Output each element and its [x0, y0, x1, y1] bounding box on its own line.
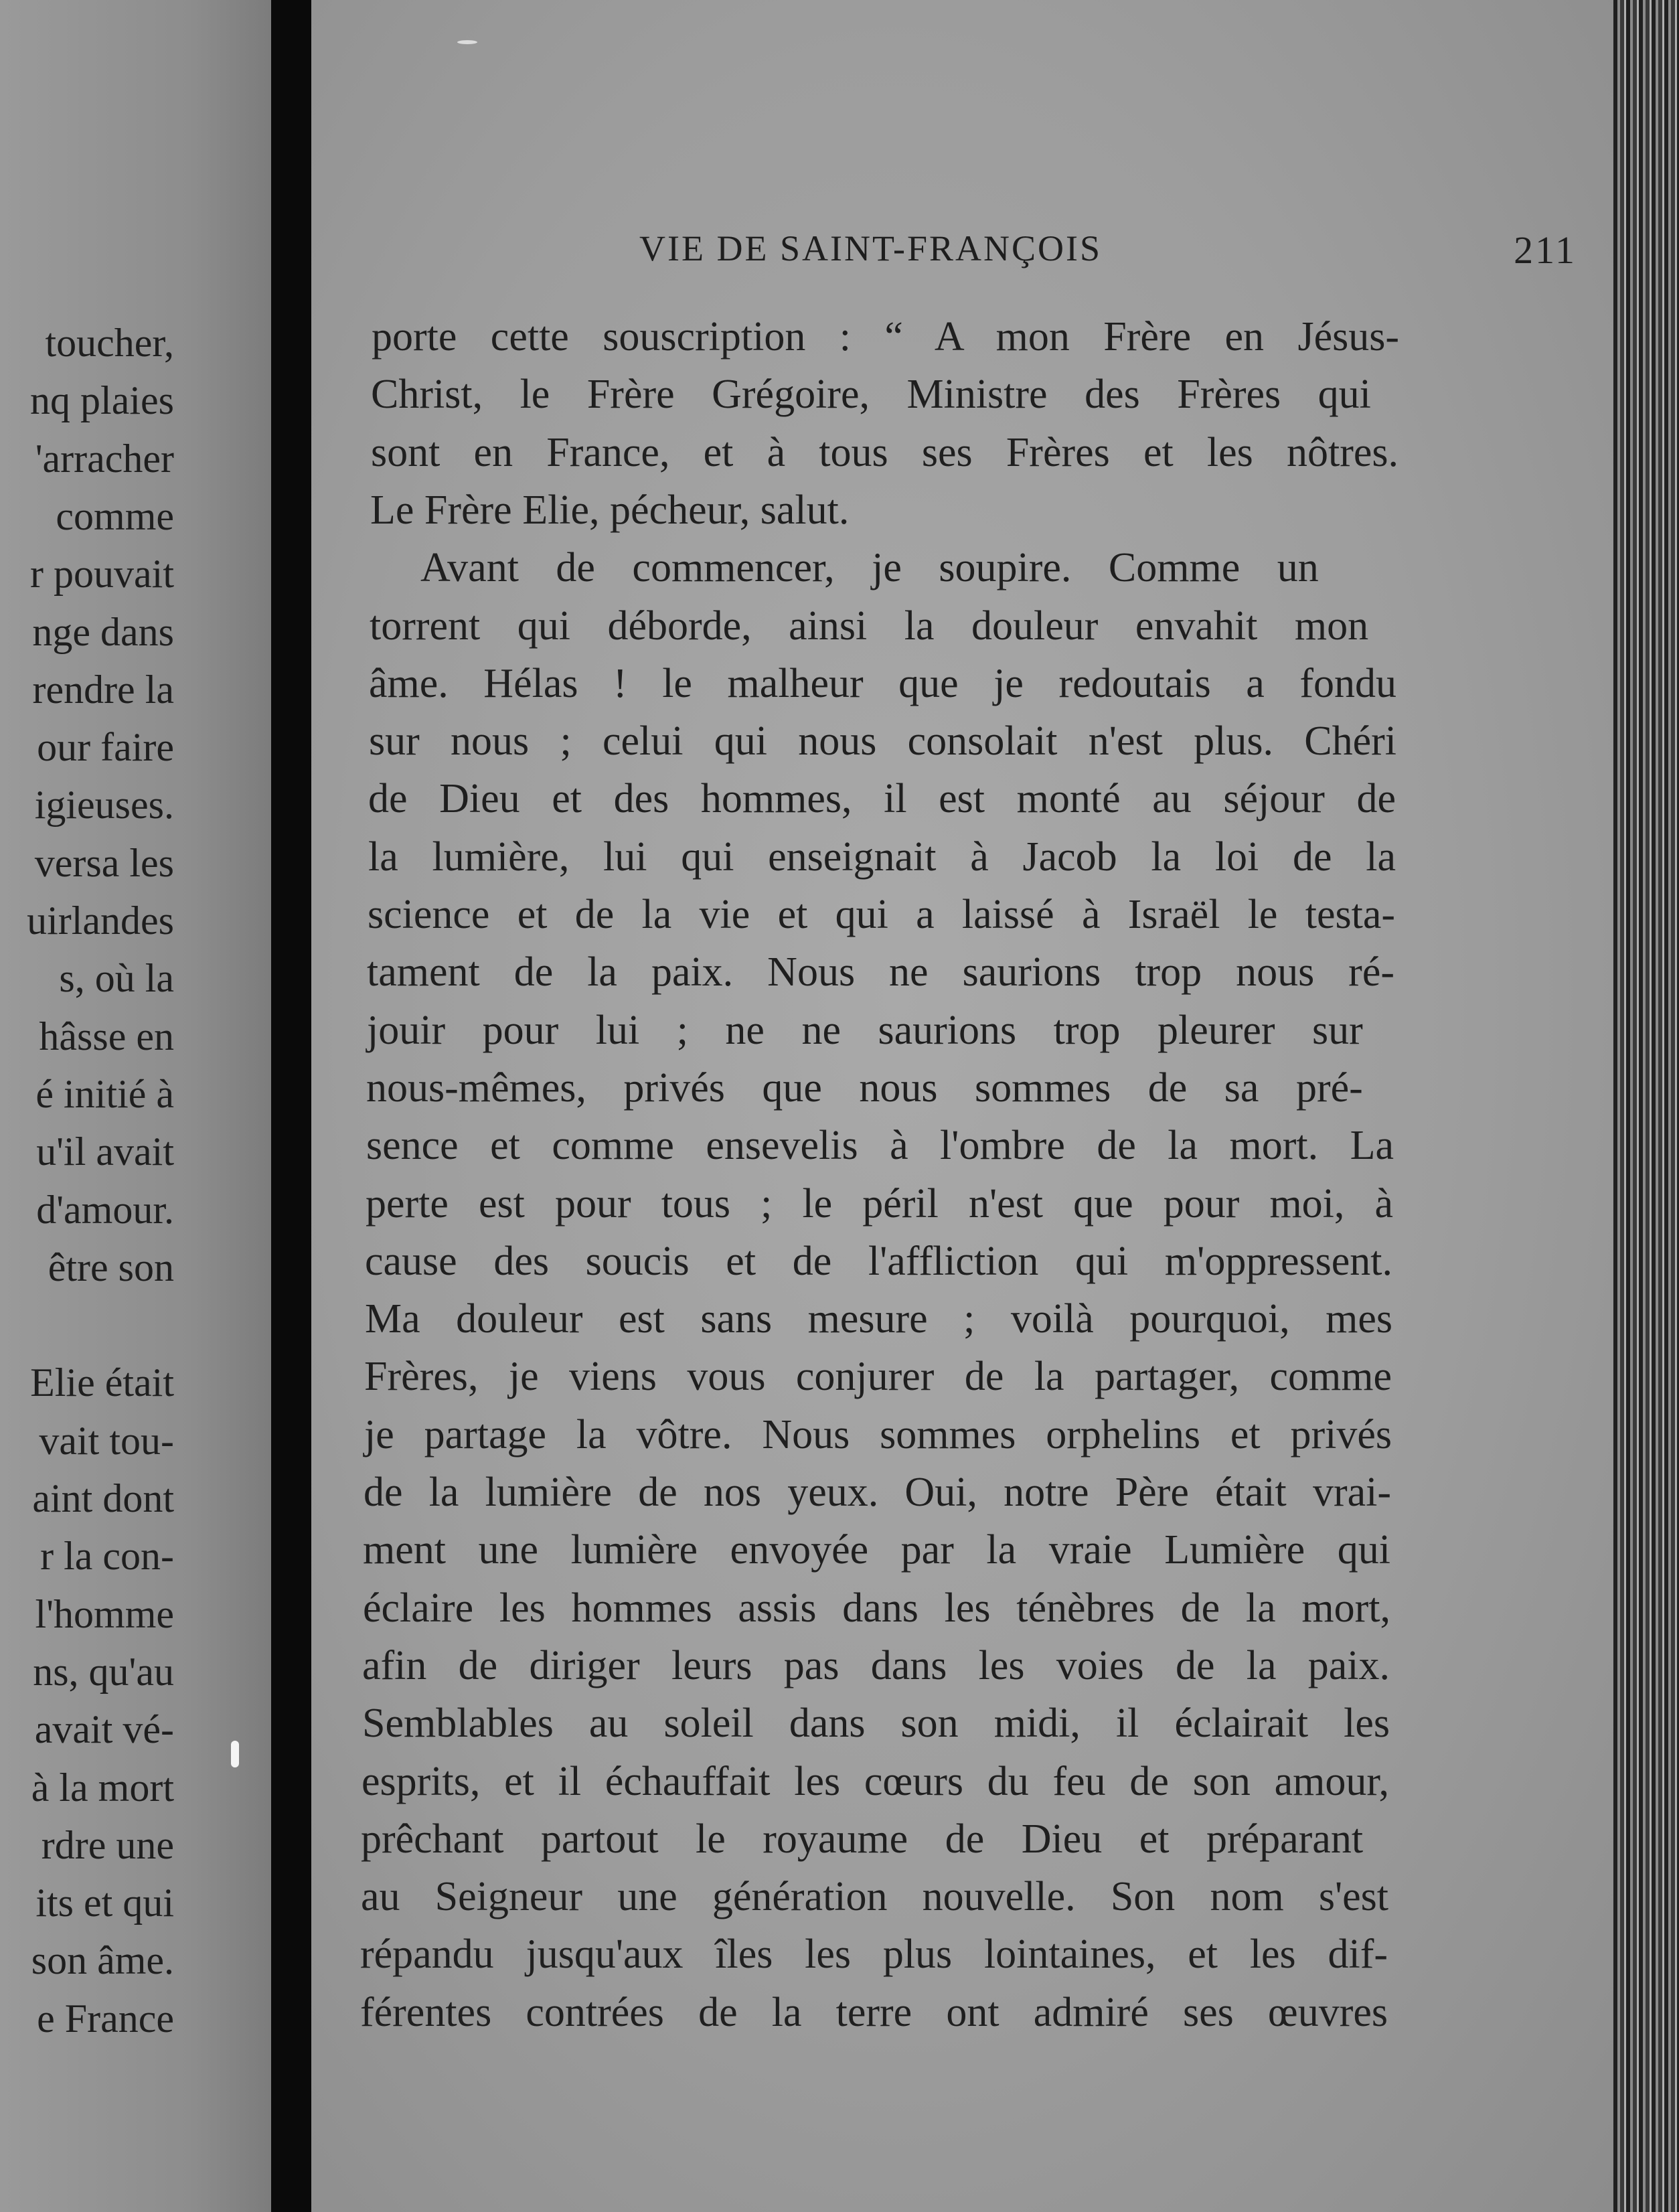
- left-text-line: avait vé-: [34, 1707, 174, 1752]
- left-text-line: s, où la: [59, 956, 174, 1001]
- left-text-line: u'il avait: [36, 1129, 174, 1174]
- left-text-line: r pouvait: [30, 552, 174, 597]
- body-text-line: torrent qui déborde, ainsi la douleur envahit mon: [370, 603, 1369, 649]
- body-text-line: la lumière, lui qui enseignait à Jacob la loi de la: [368, 834, 1396, 880]
- body-text-line: science et de la vie et qui a laissé à Israël le testa-: [368, 892, 1395, 937]
- book-gutter: [271, 0, 311, 2212]
- page-number: 211: [1514, 228, 1577, 272]
- left-text-line: hâsse en: [39, 1014, 174, 1058]
- dust-speck: [457, 40, 477, 44]
- left-text-line: à la mort: [31, 1765, 174, 1810]
- left-text-line: aint dont: [32, 1476, 174, 1520]
- running-title: VIE DE SAINT-FRANÇOIS: [639, 228, 1103, 268]
- left-text-line: rdre une: [41, 1822, 174, 1867]
- left-text-line: vait tou-: [39, 1418, 174, 1463]
- left-text-line: comme: [56, 493, 174, 538]
- body-text-line: Frères, je viens vous conjurer de la partager, comme: [364, 1354, 1392, 1400]
- body-text-line: férentes contrées de la terre ont admiré ses œuvres: [360, 1989, 1388, 2035]
- left-text-line: être son: [48, 1245, 174, 1289]
- left-text-line: nge dans: [32, 609, 174, 654]
- left-text-line: d'amour.: [36, 1187, 174, 1232]
- left-text-line: l'homme: [35, 1591, 174, 1636]
- left-text-line: nq plaies: [30, 378, 174, 423]
- left-text-line: toucher,: [45, 321, 174, 365]
- body-text-line: âme. Hélas ! le malheur que je redoutais a fondu: [369, 660, 1396, 706]
- body-text-line: perte est pour tous ; le péril n'est que pour moi, à: [366, 1180, 1393, 1227]
- left-page: [0, 0, 271, 2212]
- dust-speck: [231, 1741, 239, 1767]
- body-text-line: Le Frère Elie, pécheur, salut.: [370, 487, 850, 533]
- left-text-line: uirlandes: [27, 898, 174, 943]
- left-text-line: r la con-: [40, 1534, 174, 1579]
- left-text-line: its et qui: [35, 1881, 174, 1925]
- body-text-line: au Seigneur une génération nouvelle. Son nom s'est: [361, 1874, 1388, 1920]
- body-text-line: jouir pour lui ; ne ne saurions trop pleurer sur: [367, 1007, 1363, 1053]
- body-text-line: éclaire les hommes assis dans les ténèbres de la mort,: [363, 1585, 1390, 1631]
- body-text-line: nous-mêmes, privés que nous sommes de sa pré-: [366, 1064, 1363, 1111]
- right-page: [311, 0, 1613, 2212]
- body-text-line: prêchant partout le royaume de Dieu et préparant: [361, 1816, 1364, 1862]
- body-text-line: Avant de commencer, je soupire. Comme un: [420, 545, 1319, 591]
- body-text-line: de la lumière de nos yeux. Oui, notre Père était vrai-: [364, 1470, 1391, 1515]
- body-text-line: Semblables au soleil dans son midi, il éclairait les: [362, 1701, 1390, 1747]
- body-text-line: sence et comme ensevelis à l'ombre de la mort. La: [366, 1123, 1394, 1169]
- body-text-line: répandu jusqu'aux îles les plus lointaines, et les dif-: [360, 1931, 1388, 1978]
- left-text-line: versa les: [34, 840, 174, 885]
- body-text-line: afin de diriger leurs pas dans les voies de la paix.: [362, 1642, 1390, 1688]
- page-edges: [1613, 0, 1679, 2212]
- left-text-line: e France: [37, 1996, 174, 2041]
- left-text-line: 'arracher: [35, 436, 174, 481]
- left-text-line: rendre la: [32, 667, 174, 712]
- body-text-line: je partage la vôtre. Nous sommes orphelins et privés: [364, 1411, 1392, 1457]
- body-text-line: sont en France, et à tous ses Frères et les nôtres.: [371, 429, 1398, 475]
- body-text-line: de Dieu et des hommes, il est monté au séjour de: [368, 776, 1396, 822]
- body-text-line: cause des soucis et de l'affliction qui m'oppressent.: [365, 1238, 1392, 1284]
- body-text-line: tament de la paix. Nous ne saurions trop nous ré-: [367, 949, 1394, 996]
- left-text-line: son âme.: [31, 1938, 174, 1983]
- left-text-line: ns, qu'au: [33, 1649, 174, 1694]
- left-text-line: é initié à: [35, 1071, 174, 1116]
- body-text-line: Ma douleur est sans mesure ; voilà pourquoi, mes: [365, 1296, 1392, 1342]
- left-text-line: Elie était: [30, 1360, 174, 1405]
- body-text-line: Christ, le Frère Grégoire, Ministre des Frères qui: [371, 372, 1371, 418]
- body-text-line: sur nous ; celui qui nous consolait n'est plus. Chéri: [369, 718, 1396, 765]
- left-text-line: our faire: [37, 725, 174, 770]
- body-text-line: esprits, et il échauffait les cœurs du feu de son amour,: [362, 1758, 1389, 1804]
- body-text-line: ment une lumière envoyée par la vraie Lumière qui: [363, 1527, 1390, 1573]
- left-text-line: igieuses.: [34, 783, 174, 827]
- body-text-line: porte cette souscription : “ A mon Frère en Jésus-: [372, 314, 1399, 360]
